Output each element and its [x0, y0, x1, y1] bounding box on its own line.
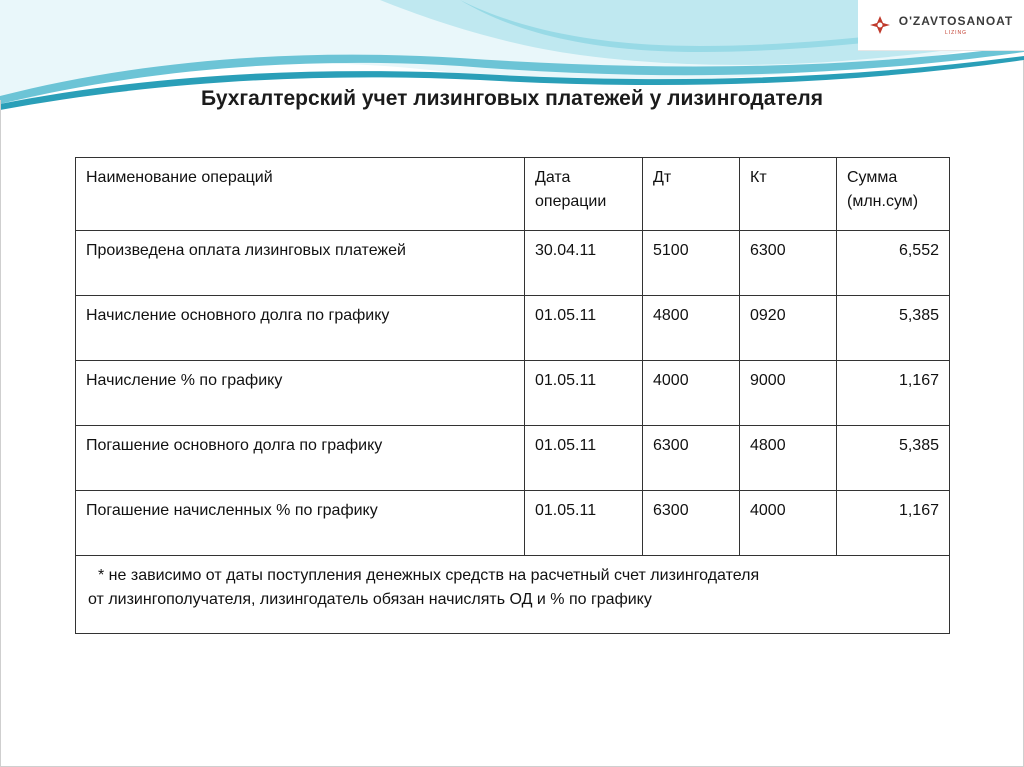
cell-debit: 5100: [643, 231, 740, 296]
cell-date: 01.05.11: [525, 296, 643, 361]
header-operation: Наименование операций: [76, 158, 525, 231]
cell-credit: 6300: [740, 231, 837, 296]
ledger-table: [75, 157, 950, 634]
company-logo-name: O'ZAVTOSANOAT: [898, 14, 1014, 28]
footnote-line: * не зависимо от даты поступления денежных средств на расчетный счет лизингодателя: [98, 567, 760, 584]
cell-operation: Начисление основного долга по графику: [76, 296, 525, 361]
cell-debit: 4800: [643, 296, 740, 361]
cell-amount: 1,167: [837, 491, 950, 556]
table-row: [76, 231, 950, 296]
cell-amount: 6,552: [837, 231, 950, 296]
table-footnote: [76, 556, 950, 634]
cell-operation: Начисление % по графику: [76, 361, 525, 426]
company-logo: [858, 0, 1024, 51]
cell-debit: 6300: [643, 426, 740, 491]
cell-date: 01.05.11: [525, 426, 643, 491]
table-row: [76, 491, 950, 556]
header-debit: Дт: [643, 158, 740, 231]
cell-amount: 1,167: [837, 361, 950, 426]
cell-amount: 5,385: [837, 426, 950, 491]
cell-amount: 5,385: [837, 296, 950, 361]
cell-operation: Погашение основного долга по графику: [76, 426, 525, 491]
table-row: [76, 426, 950, 491]
table-header-row: [76, 158, 950, 231]
header-date: Дата операции: [525, 158, 643, 231]
cell-credit: 4800: [740, 426, 837, 491]
cell-credit: 9000: [740, 361, 837, 426]
cell-credit: 0920: [740, 296, 837, 361]
cell-debit: 6300: [643, 491, 740, 556]
table-footnote-row: [76, 556, 950, 634]
header-amount: Сумма (млн.сум): [837, 158, 950, 231]
cell-date: 01.05.11: [525, 361, 643, 426]
cell-debit: 4000: [643, 361, 740, 426]
cell-date: 30.04.11: [525, 231, 643, 296]
company-logo-subtitle: LIZING: [944, 30, 968, 36]
table-row: [76, 361, 950, 426]
page-title: Бухгалтерский учет лизинговых платежей у лизингодателя: [201, 87, 823, 110]
cell-credit: 4000: [740, 491, 837, 556]
company-logo-icon: [869, 14, 891, 36]
cell-operation: Произведена оплата лизинговых платежей: [76, 231, 525, 296]
table-row: [76, 296, 950, 361]
cell-operation: Погашение начисленных % по графику: [76, 491, 525, 556]
footnote-line: от лизингополучателя, лизингодатель обязан начислять ОД и % по графику: [88, 591, 652, 608]
cell-date: 01.05.11: [525, 491, 643, 556]
header-credit: Кт: [740, 158, 837, 231]
